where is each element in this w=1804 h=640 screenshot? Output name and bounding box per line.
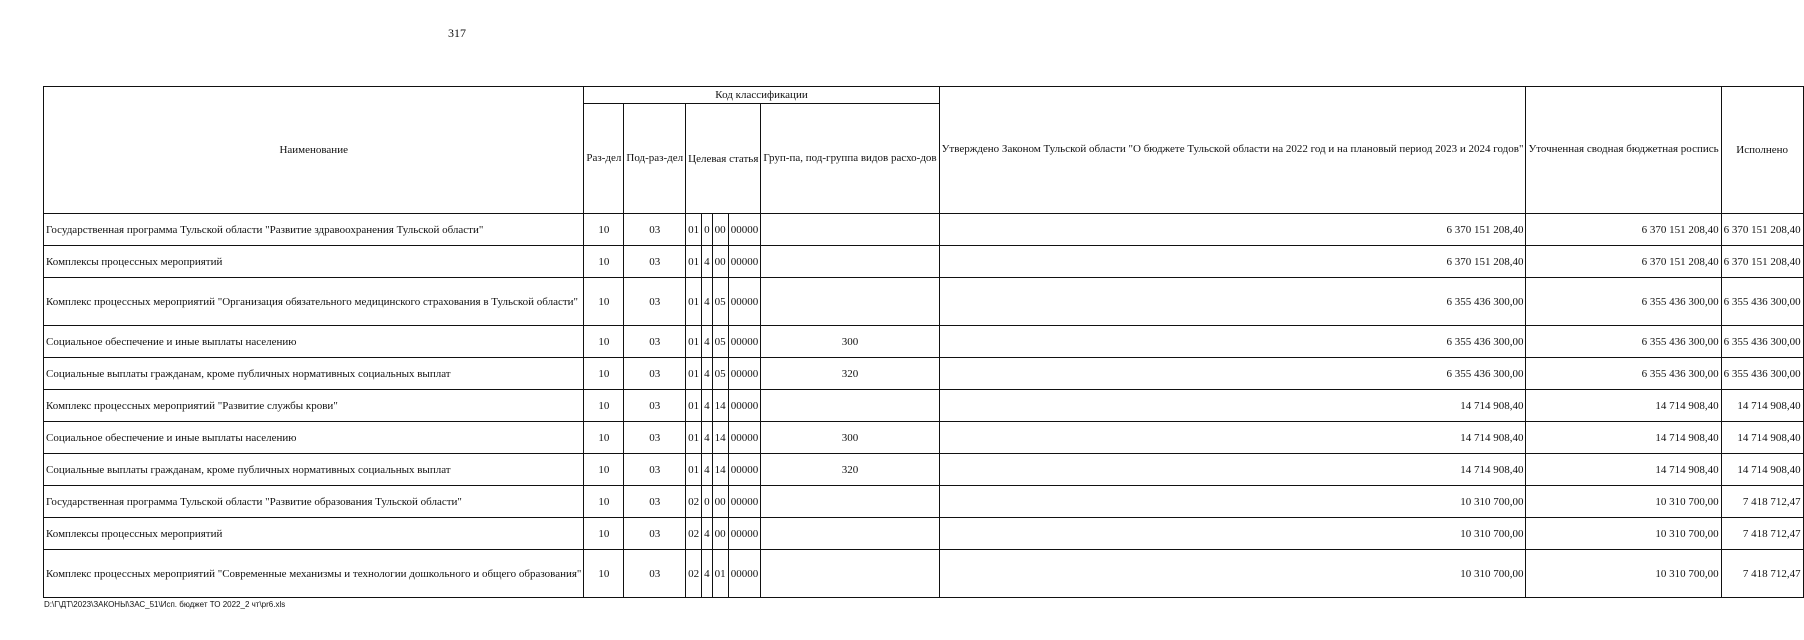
- section-code: 10: [584, 246, 624, 278]
- header-refined: Уточненная сводная бюджетная роспись: [1526, 87, 1721, 214]
- target-code-program: 01: [686, 454, 702, 486]
- expense-type-code: 320: [761, 454, 939, 486]
- executed-amount: 6 355 436 300,00: [1721, 358, 1803, 390]
- refined-amount: 10 310 700,00: [1526, 550, 1721, 598]
- approved-amount: 14 714 908,40: [939, 422, 1526, 454]
- table-row: [44, 518, 1804, 550]
- subsection-code: 03: [624, 390, 686, 422]
- header-classification: Код классификации: [584, 87, 939, 104]
- page-number: 317: [448, 26, 466, 40]
- refined-amount: 10 310 700,00: [1526, 518, 1721, 550]
- header-section: Раз-дел: [584, 104, 624, 214]
- refined-amount: 14 714 908,40: [1526, 454, 1721, 486]
- target-code-direction: 00000: [728, 326, 761, 358]
- target-code-program: 01: [686, 214, 702, 246]
- header-subsection: Под-раз-дел: [624, 104, 686, 214]
- row-name: Государственная программа Тульской области "Развитие образования Тульской области": [44, 486, 584, 518]
- table-row: [44, 390, 1804, 422]
- target-code-type: 4: [702, 278, 713, 326]
- target-code-type: 0: [702, 214, 713, 246]
- target-code-direction: 00000: [728, 246, 761, 278]
- approved-amount: 10 310 700,00: [939, 550, 1526, 598]
- target-code-program: 02: [686, 550, 702, 598]
- target-code-structure: 14: [712, 390, 728, 422]
- target-code-type: 4: [702, 358, 713, 390]
- subsection-code: 03: [624, 454, 686, 486]
- executed-amount: 7 418 712,47: [1721, 518, 1803, 550]
- target-code-structure: 14: [712, 422, 728, 454]
- approved-amount: 10 310 700,00: [939, 518, 1526, 550]
- row-name: Социальные выплаты гражданам, кроме публичных нормативных социальных выплат: [44, 454, 584, 486]
- header-name: Наименование: [44, 87, 584, 214]
- target-code-program: 01: [686, 326, 702, 358]
- executed-amount: 7 418 712,47: [1721, 486, 1803, 518]
- executed-amount: 6 370 151 208,40: [1721, 246, 1803, 278]
- refined-amount: 14 714 908,40: [1526, 390, 1721, 422]
- table-row: [44, 278, 1804, 326]
- header-target: Целевая статья: [686, 104, 761, 214]
- expense-type-code: [761, 246, 939, 278]
- target-code-direction: 00000: [728, 454, 761, 486]
- subsection-code: 03: [624, 518, 686, 550]
- expense-type-code: [761, 278, 939, 326]
- target-code-structure: 01: [712, 550, 728, 598]
- target-code-structure: 05: [712, 326, 728, 358]
- target-code-program: 02: [686, 486, 702, 518]
- target-code-program: 01: [686, 390, 702, 422]
- table-row: [44, 486, 1804, 518]
- target-code-type: 4: [702, 518, 713, 550]
- target-code-direction: 00000: [728, 486, 761, 518]
- target-code-structure: 00: [712, 246, 728, 278]
- expense-type-code: 320: [761, 358, 939, 390]
- section-code: 10: [584, 550, 624, 598]
- executed-amount: 6 355 436 300,00: [1721, 326, 1803, 358]
- approved-amount: 14 714 908,40: [939, 390, 1526, 422]
- expense-type-code: [761, 214, 939, 246]
- row-name: Комплекс процессных мероприятий "Развитие службы крови": [44, 390, 584, 422]
- expense-type-code: [761, 486, 939, 518]
- section-code: 10: [584, 518, 624, 550]
- subsection-code: 03: [624, 486, 686, 518]
- row-name: Государственная программа Тульской области "Развитие здравоохранения Тульской области": [44, 214, 584, 246]
- target-code-direction: 00000: [728, 214, 761, 246]
- refined-amount: 6 370 151 208,40: [1526, 246, 1721, 278]
- target-code-direction: 00000: [728, 358, 761, 390]
- subsection-code: 03: [624, 246, 686, 278]
- subsection-code: 03: [624, 326, 686, 358]
- target-code-type: 0: [702, 486, 713, 518]
- section-code: 10: [584, 390, 624, 422]
- target-code-structure: 00: [712, 486, 728, 518]
- refined-amount: 6 370 151 208,40: [1526, 214, 1721, 246]
- target-code-direction: 00000: [728, 278, 761, 326]
- target-code-direction: 00000: [728, 390, 761, 422]
- approved-amount: 6 370 151 208,40: [939, 246, 1526, 278]
- table-row: [44, 550, 1804, 598]
- target-code-type: 4: [702, 454, 713, 486]
- section-code: 10: [584, 422, 624, 454]
- header-group: Груп-па, под-группа видов расхо-дов: [761, 104, 939, 214]
- target-code-direction: 00000: [728, 422, 761, 454]
- refined-amount: 6 355 436 300,00: [1526, 358, 1721, 390]
- expense-type-code: [761, 550, 939, 598]
- approved-amount: 6 370 151 208,40: [939, 214, 1526, 246]
- subsection-code: 03: [624, 278, 686, 326]
- target-code-direction: 00000: [728, 518, 761, 550]
- subsection-code: 03: [624, 214, 686, 246]
- table-row: [44, 422, 1804, 454]
- header-executed: Исполнено: [1721, 87, 1803, 214]
- table-row: [44, 454, 1804, 486]
- executed-amount: 7 418 712,47: [1721, 550, 1803, 598]
- expense-type-code: [761, 518, 939, 550]
- executed-amount: 14 714 908,40: [1721, 454, 1803, 486]
- table-row: [44, 358, 1804, 390]
- table-row: [44, 326, 1804, 358]
- target-code-structure: 00: [712, 214, 728, 246]
- row-name: Социальные выплаты гражданам, кроме публичных нормативных социальных выплат: [44, 358, 584, 390]
- target-code-direction: 00000: [728, 550, 761, 598]
- target-code-type: 4: [702, 550, 713, 598]
- section-code: 10: [584, 486, 624, 518]
- target-code-type: 4: [702, 246, 713, 278]
- target-code-program: 01: [686, 358, 702, 390]
- refined-amount: 14 714 908,40: [1526, 422, 1721, 454]
- table-row: [44, 246, 1804, 278]
- refined-amount: 10 310 700,00: [1526, 486, 1721, 518]
- target-code-type: 4: [702, 326, 713, 358]
- executed-amount: 6 370 151 208,40: [1721, 214, 1803, 246]
- refined-amount: 6 355 436 300,00: [1526, 326, 1721, 358]
- header-approved: Утверждено Законом Тульской области "О бюджете Тульской области на 2022 год и на плановый период 2023 и 2024 годов": [939, 87, 1526, 214]
- section-code: 10: [584, 326, 624, 358]
- target-code-program: 02: [686, 518, 702, 550]
- refined-amount: 6 355 436 300,00: [1526, 278, 1721, 326]
- approved-amount: 6 355 436 300,00: [939, 358, 1526, 390]
- section-code: 10: [584, 214, 624, 246]
- subsection-code: 03: [624, 550, 686, 598]
- file-path-footer: D:\Г\ДТ\2023\ЗАКОНЫ\ЗАС_51\Исп. бюджет ТО 2022_2 чт\рr6.xls: [44, 600, 286, 609]
- executed-amount: 14 714 908,40: [1721, 422, 1803, 454]
- expense-type-code: 300: [761, 422, 939, 454]
- row-name: Социальное обеспечение и иные выплаты населению: [44, 326, 584, 358]
- target-code-program: 01: [686, 246, 702, 278]
- target-code-structure: 05: [712, 358, 728, 390]
- row-name: Комплексы процессных мероприятий: [44, 518, 584, 550]
- executed-amount: 6 355 436 300,00: [1721, 278, 1803, 326]
- section-code: 10: [584, 278, 624, 326]
- target-code-program: 01: [686, 278, 702, 326]
- subsection-code: 03: [624, 422, 686, 454]
- target-code-structure: 00: [712, 518, 728, 550]
- section-code: 10: [584, 454, 624, 486]
- approved-amount: 14 714 908,40: [939, 454, 1526, 486]
- target-code-structure: 14: [712, 454, 728, 486]
- row-name: Комплексы процессных мероприятий: [44, 246, 584, 278]
- budget-table: [43, 86, 1804, 598]
- row-name: Социальное обеспечение и иные выплаты населению: [44, 422, 584, 454]
- approved-amount: 10 310 700,00: [939, 486, 1526, 518]
- approved-amount: 6 355 436 300,00: [939, 326, 1526, 358]
- target-code-structure: 05: [712, 278, 728, 326]
- approved-amount: 6 355 436 300,00: [939, 278, 1526, 326]
- executed-amount: 14 714 908,40: [1721, 390, 1803, 422]
- table-row: [44, 214, 1804, 246]
- expense-type-code: 300: [761, 326, 939, 358]
- expense-type-code: [761, 390, 939, 422]
- section-code: 10: [584, 358, 624, 390]
- subsection-code: 03: [624, 358, 686, 390]
- row-name: Комплекс процессных мероприятий "Современные механизмы и технологии дошкольного и общего образования": [44, 550, 584, 598]
- target-code-program: 01: [686, 422, 702, 454]
- target-code-type: 4: [702, 422, 713, 454]
- target-code-type: 4: [702, 390, 713, 422]
- row-name: Комплекс процессных мероприятий "Организация обязательного медицинского страхования в Тульской области": [44, 278, 584, 326]
